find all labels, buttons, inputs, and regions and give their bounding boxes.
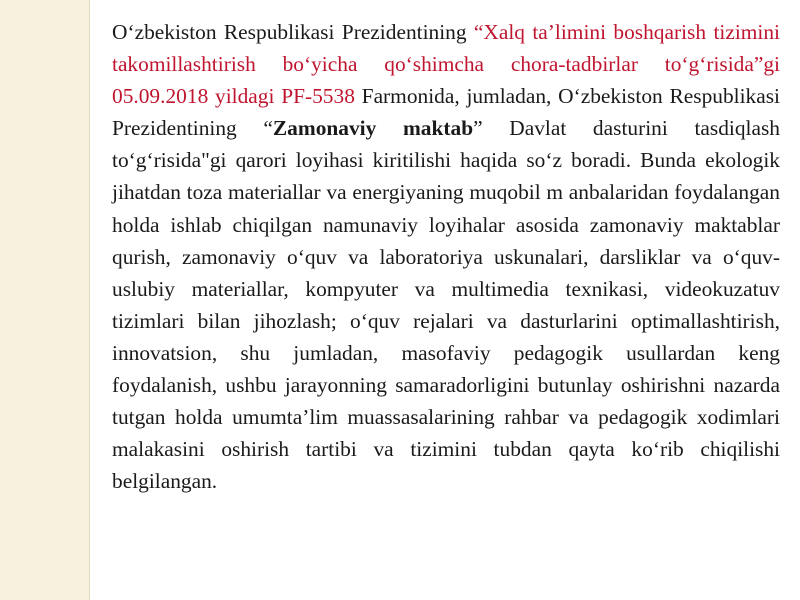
program-name-bold: Zamonaviy maktab [272,116,474,141]
decree-reference-highlight: “Xalq ta’limini boshqarish tizimini takomillashtirish bo‘yicha qo‘shimcha chora-tadbirlar to‘g‘risida”gi 05.09.2018 yildagi PF-5538 [112,20,780,109]
paragraph-text-intro: O‘zbekiston Respublikasi Prezidentining [112,20,474,44]
decorative-side-bar [0,0,90,600]
side-divider [89,0,90,600]
paragraph-text-body: ” Davlat dasturini tasdiqlash to‘g‘risida"gi qarori loyihasi kiritilishi haqida so‘z boradi. Bunda ekologik jihatdan toza materiallar va energiyaning muqobil m anbalaridan foydalangan holda ishlab chiqilgan namunaviy loyihalar asosida zamonaviy maktablar qurish, zamonaviy o‘quv va laboratoriya uskunalari, darsliklar va o‘quv-uslubiy materiallar, kompyuter va multimedia texnikasi, videokuzatuv tizimlari bilan jihozlash; o‘quv rejalari va dasturlarini optimallashtirish, innovatsion, shu jumladan, masofaviy pedagogik usullardan keng foydalanish, ushbu jarayonning samaradorligini butunlay oshirishni nazarda tutgan holda umumta’lim muassasalarining rahbar va pedagogik xodimlari malakasini oshirish tartibi va tizimini tubdan qayta ko‘rib chiqilishi belgilangan. [112,116,780,494]
paragraph-text-middle: Farmonida, jumladan, O‘zbekiston Respublikasi Prezidentining “ [112,84,780,141]
body-paragraph [112,16,780,497]
